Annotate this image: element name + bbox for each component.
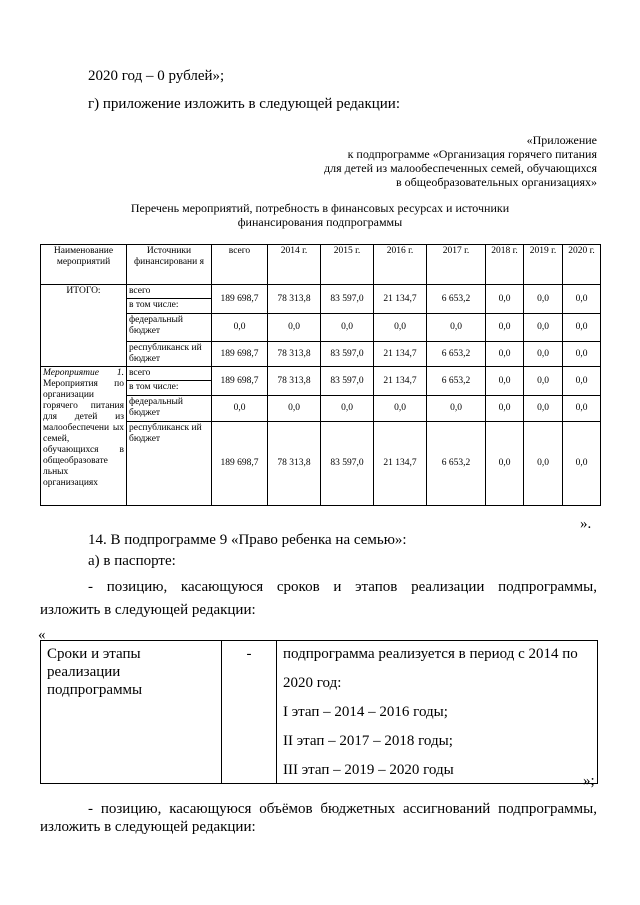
section-14-position: - позицию, касающуюся сроков и этапов реализации подпрограммы, [88, 579, 597, 595]
value-cell: 83 597,0 [321, 285, 374, 314]
source-cell: всего [127, 367, 212, 381]
itogo-label: ИТОГО: [41, 285, 127, 367]
value-cell: 0,0 [563, 396, 601, 422]
value-cell: 189 698,7 [212, 422, 268, 506]
value-cell: 0,0 [427, 314, 486, 342]
header-cell: всего [212, 245, 268, 285]
value-cell: 83 597,0 [321, 367, 374, 396]
table-row [41, 367, 601, 381]
period-label: Сроки и этапы реализации подпрограммы [41, 641, 222, 784]
period-table [40, 640, 598, 784]
header-cell: 2019 г. [524, 245, 563, 285]
value-cell: 0,0 [268, 314, 321, 342]
value-cell: 0,0 [374, 314, 427, 342]
header-cell: 2015 г. [321, 245, 374, 285]
header-cell: 2020 г. [563, 245, 601, 285]
header-cell: 2017 г. [427, 245, 486, 285]
period-line: III этап – 2019 – 2020 годы [283, 762, 454, 778]
measure-label-italic: Мероприятие 1. [43, 368, 124, 378]
section-14-instruction: изложить в следующей редакции: [40, 602, 256, 618]
value-cell: 0,0 [563, 342, 601, 367]
value-cell: 189 698,7 [212, 367, 268, 396]
source-cell: в том числе: [127, 381, 212, 396]
value-cell: 0,0 [212, 314, 268, 342]
header-cell: Наименование мероприятий [41, 245, 127, 285]
value-cell: 0,0 [486, 285, 524, 314]
value-cell: 0,0 [563, 422, 601, 506]
value-cell: 21 134,7 [374, 285, 427, 314]
value-cell: 78 313,8 [268, 422, 321, 506]
annex-header [260, 133, 597, 189]
value-cell: 0,0 [524, 367, 563, 396]
value-cell: 21 134,7 [374, 367, 427, 396]
header-cell: Источники финансировани я [127, 245, 212, 285]
table-row [41, 641, 598, 784]
value-cell: 0,0 [524, 396, 563, 422]
table-title [40, 201, 600, 229]
value-cell: 21 134,7 [374, 342, 427, 367]
value-cell: 0,0 [486, 422, 524, 506]
annex-header-line: в общеобразовательных организациях» [396, 175, 597, 189]
value-cell: 0,0 [524, 285, 563, 314]
annex-header-line: для детей из малообеспеченных семей, обучающихся [323, 161, 597, 175]
value-cell: 189 698,7 [212, 285, 268, 314]
value-cell: 0,0 [524, 342, 563, 367]
period-line: II этап – 2017 – 2018 годы; [283, 733, 453, 749]
value-cell: 6 653,2 [427, 367, 486, 396]
bottom-position: - позицию, касающуюся объёмов бюджетных ассигнований подпрограммы, [88, 801, 597, 817]
period-content [277, 641, 598, 784]
closing-quote: ». [580, 516, 592, 532]
measure-label-text: Мероприятия по организации горячего питания для детей из малообеспечени ых семей, обучающихся в общеобразовате льных организациях [43, 379, 124, 488]
paragraph-2020-year: 2020 год – 0 рублей»; [88, 68, 225, 84]
bottom-instruction: изложить в следующей редакции: [40, 819, 256, 835]
value-cell: 78 313,8 [268, 367, 321, 396]
value-cell: 0,0 [486, 367, 524, 396]
source-cell: всего [127, 285, 212, 299]
value-cell: 0,0 [563, 314, 601, 342]
source-cell: в том числе: [127, 299, 212, 314]
value-cell: 0,0 [212, 396, 268, 422]
value-cell: 83 597,0 [321, 342, 374, 367]
value-cell: 0,0 [563, 285, 601, 314]
source-cell: федеральный бюджет [127, 314, 212, 342]
annex-header-line: «Приложение [526, 133, 597, 147]
period-dash: - [222, 641, 277, 784]
measure-name-cell [41, 367, 127, 506]
value-cell: 0,0 [321, 396, 374, 422]
source-cell: республиканск ий бюджет [127, 422, 212, 506]
table-header-row [41, 245, 601, 285]
source-cell: федеральный бюджет [127, 396, 212, 422]
value-cell: 0,0 [486, 396, 524, 422]
value-cell: 6 653,2 [427, 342, 486, 367]
header-cell: 2014 г. [268, 245, 321, 285]
value-cell: 0,0 [524, 314, 563, 342]
section-14-passport: а) в паспорте: [88, 553, 176, 569]
section-14-heading: 14. В подпрограмме 9 «Право ребенка на семью»: [88, 532, 407, 548]
value-cell: 0,0 [486, 314, 524, 342]
value-cell: 21 134,7 [374, 422, 427, 506]
period-line: I этап – 2014 – 2016 годы; [283, 704, 448, 720]
opening-quote: « [38, 627, 46, 643]
value-cell: 78 313,8 [268, 342, 321, 367]
annex-header-line: к подпрограмме «Организация горячего питания [347, 147, 597, 161]
value-cell: 0,0 [427, 396, 486, 422]
header-cell: 2018 г. [486, 245, 524, 285]
value-cell: 83 597,0 [321, 422, 374, 506]
header-cell: 2016 г. [374, 245, 427, 285]
source-cell: республиканск ий бюджет [127, 342, 212, 367]
period-line: подпрограмма реализуется в период с 2014 по [283, 646, 578, 662]
value-cell: 0,0 [374, 396, 427, 422]
closing-quote: »; [583, 773, 595, 789]
value-cell: 0,0 [321, 314, 374, 342]
value-cell: 189 698,7 [212, 342, 268, 367]
value-cell: 0,0 [268, 396, 321, 422]
value-cell: 0,0 [524, 422, 563, 506]
period-line: 2020 год: [283, 675, 342, 691]
paragraph-annex-instruction: г) приложение изложить в следующей редакции: [88, 96, 400, 112]
financing-table [40, 244, 601, 506]
table-title-line: Перечень мероприятий, потребность в финансовых ресурсах и источники [130, 201, 510, 215]
value-cell: 0,0 [486, 342, 524, 367]
value-cell: 6 653,2 [427, 422, 486, 506]
value-cell: 0,0 [563, 367, 601, 396]
value-cell: 6 653,2 [427, 285, 486, 314]
table-title-line: финансирования подпрограммы [237, 215, 403, 229]
table-row [41, 285, 601, 299]
value-cell: 78 313,8 [268, 285, 321, 314]
